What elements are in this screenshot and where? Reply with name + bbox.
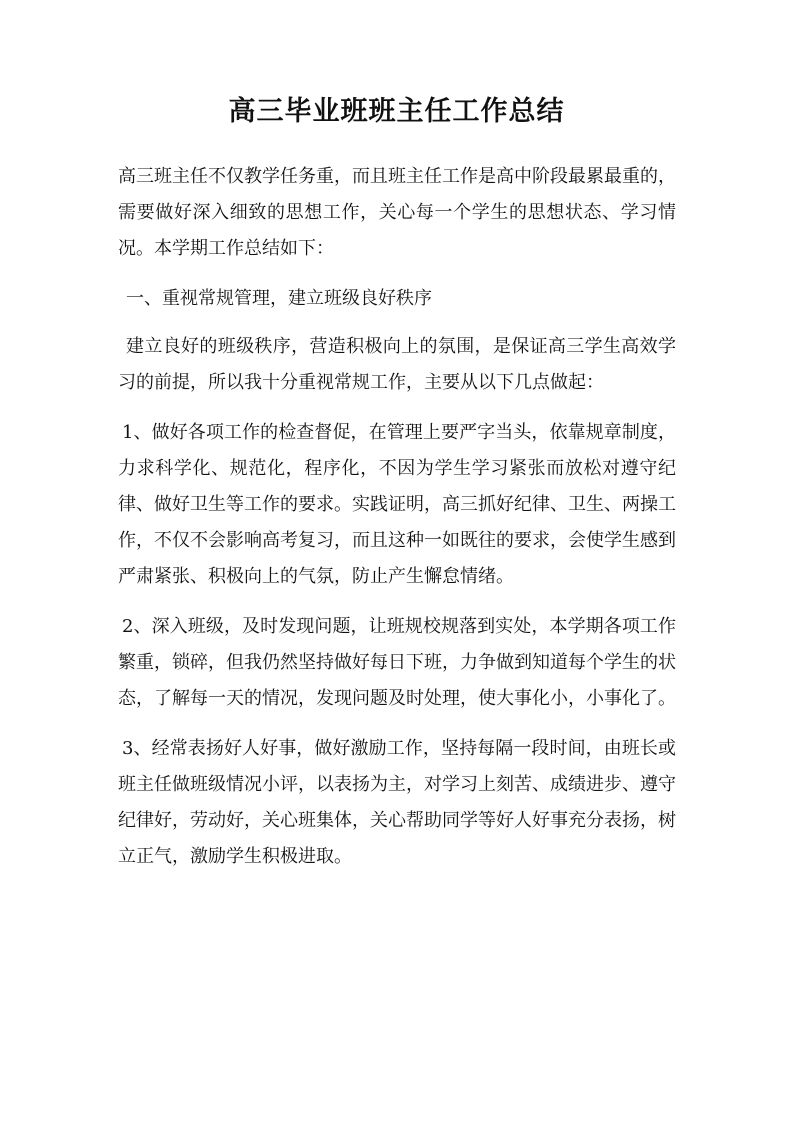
item-3-paragraph: 3、经常表扬好人好事，做好激励工作，坚持每隔一段时间，由班长或班主任做班级情况小评，以表扬为主，对学习上刻苦、成绩进步、遵守纪律好，劳动好，关心班集体，关心帮助同学等好人好事充分表扬，树立正气，激励学生积极进取。 — [118, 738, 676, 867]
section-intro-paragraph: 建立良好的班级秩序，营造积极向上的氛围，是保证高三学生高效学习的前提，所以我十分重视常规工作，主要从以下几点做起： — [118, 336, 676, 393]
section-heading: 一、重视常规管理，建立班级良好秩序 — [126, 288, 432, 309]
document-body — [118, 159, 676, 889]
item-2-paragraph: 2、深入班级，及时发现问题，让班规校规落到实处，本学期各项工作繁重，锁碎，但我仍然坚持做好每日下班，力争做到知道每个学生的状态，了解每一天的情况，发现问题及时处理，使大事化小，小事化了。 — [118, 616, 676, 709]
document-title: 高三毕业班班主任工作总结 — [228, 96, 565, 127]
item-1-paragraph: 1、做好各项工作的检查督促，在管理上要严字当头，依靠规章制度，力求科学化、规范化，程序化，不因为学生学习紧张而放松对遵守纪律、做好卫生等工作的要求。实践证明，高三抓好纪律、卫生、两操工作，不仅不会影响高考复习，而且这种一如既往的要求，会使学生感到严肃紧张、积极向上的气氛，防止产生懈怠情绪。 — [118, 422, 676, 587]
intro-paragraph: 高三班主任不仅教学任务重，而且班主任工作是高中阶段最累最重的，需要做好深入细致的思想工作，关心每一个学生的思想状态、学习情况。本学期工作总结如下： — [118, 166, 676, 259]
